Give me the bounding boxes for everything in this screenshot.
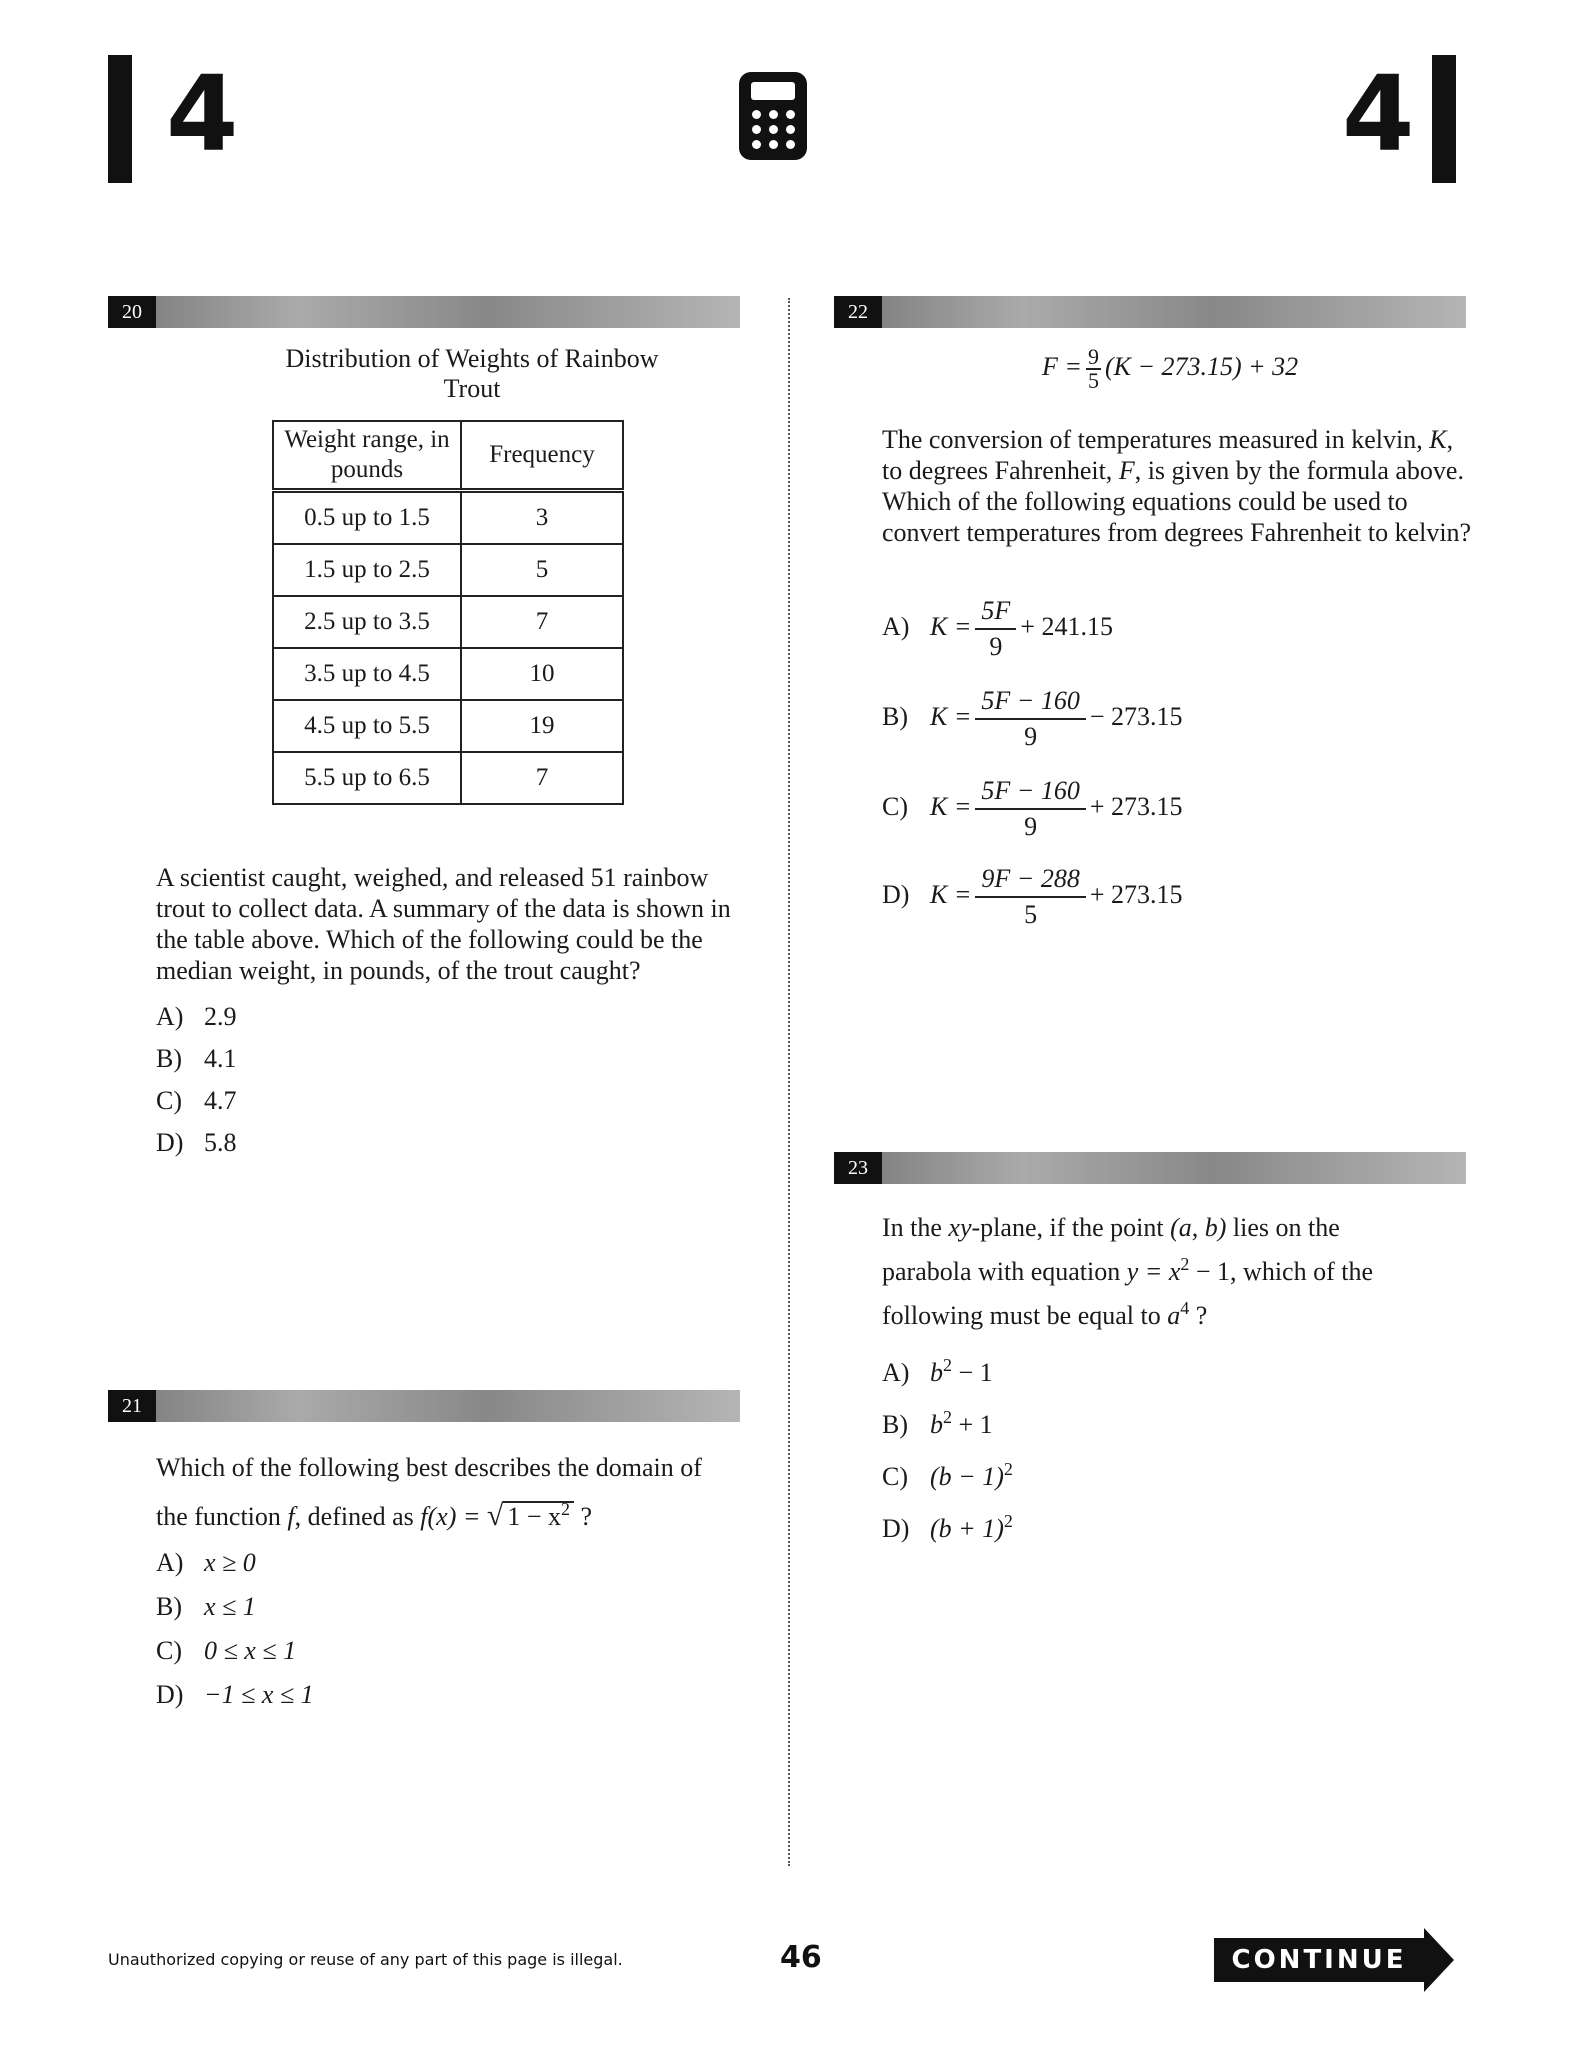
question-22-stem: The conversion of temperatures measured in kelvin, K, to degrees Fahrenheit, F, is given by the formula above. Which of the following equations could be used to convert temperatures from degrees Fahrenheit to kelvin?: [882, 425, 1472, 547]
table-cell: 2.5 up to 3.5: [273, 596, 461, 648]
question-23-header: [834, 1152, 1466, 1184]
question-number: 21: [108, 1390, 156, 1422]
table-row: [273, 752, 623, 804]
choice-c[interactable]: C) 0 ≤ x ≤ 1: [156, 1636, 297, 1665]
question-20-stem: A scientist caught, weighed, and released 51 rainbow trout to collect data. A summary of the data is shown in the table above. Which of the following could be the median weight, in pounds, of the trout caught?: [156, 863, 731, 985]
choice-b[interactable]: B) $b^2 + 1$: [882, 1407, 993, 1439]
choice-a[interactable]: A) 2.9: [156, 1002, 237, 1031]
table-cell: 7: [461, 596, 623, 648]
choice-d[interactable]: D) 5.8: [156, 1128, 237, 1157]
choice-d[interactable]: D) $(b + 1)^2$: [882, 1511, 1013, 1543]
table-title: Distribution of Weights of Rainbow Trout: [285, 344, 659, 403]
column-header: Frequency: [461, 421, 623, 491]
choice-c[interactable]: C) K = $\frac{5F - 160}{9}$ + 273.15: [882, 776, 1183, 841]
question-23-stem-line3: following must be equal to $a^4$ ?: [882, 1298, 1208, 1330]
question-number: 20: [108, 296, 156, 328]
table-cell: 1.5 up to 2.5: [273, 544, 461, 596]
formula: F = $\frac{9}{5}$ (K − 273.15) + 32: [1042, 344, 1299, 393]
choice-b[interactable]: B) x ≤ 1: [156, 1592, 256, 1621]
question-21-stem-line1: Which of the following best describes the domain of: [156, 1453, 702, 1482]
choice-b[interactable]: B) 4.1: [156, 1044, 237, 1073]
choice-d[interactable]: D) −1 ≤ x ≤ 1: [156, 1680, 314, 1709]
section-number-right: 4: [1342, 53, 1415, 175]
section-bar-left: [108, 55, 132, 183]
table-row: [273, 648, 623, 700]
table-cell: 5: [461, 544, 623, 596]
question-23-stem-line2: parabola with equation $y = x^2 - 1$, which of the: [882, 1254, 1374, 1286]
choice-a[interactable]: A) K = $\frac{5F}{9}$ + 241.15: [882, 596, 1113, 661]
calculator-icon: [739, 72, 807, 160]
table-cell: 5.5 up to 6.5: [273, 752, 461, 804]
question-number: 23: [834, 1152, 882, 1184]
column-header: Weight range, in pounds: [273, 421, 461, 491]
choice-b[interactable]: B) K = $\frac{5F - 160}{9}$ − 273.15: [882, 686, 1183, 751]
table-row: [273, 596, 623, 648]
table-row: [273, 700, 623, 752]
column-divider: [788, 298, 790, 1866]
question-21-header: [108, 1390, 740, 1422]
section-bar-right: [1432, 55, 1456, 183]
question-number: 22: [834, 296, 882, 328]
table-cell: 7: [461, 752, 623, 804]
copyright-notice: Unauthorized copying or reuse of any part of this page is illegal.: [108, 1950, 623, 1969]
choice-d[interactable]: D) K = $\frac{9F - 288}{5}$ + 273.15: [882, 864, 1183, 929]
table-row: [273, 544, 623, 596]
question-23-stem-line1: In the xy-plane, if the point (a, b) lies on the: [882, 1213, 1340, 1242]
table-cell: 3: [461, 491, 623, 545]
question-21-stem-line2: the function f, defined as f(x) = √ $1 - x^2$ ?: [156, 1499, 593, 1532]
continue-button[interactable]: CONTINUE: [1214, 1938, 1424, 1982]
table-cell: 19: [461, 700, 623, 752]
table-cell: 10: [461, 648, 623, 700]
table-cell: 0.5 up to 1.5: [273, 491, 461, 545]
question-20-header: [108, 296, 740, 328]
choice-a[interactable]: A) x ≥ 0: [156, 1548, 256, 1577]
choice-a[interactable]: A) $b^2 - 1$: [882, 1355, 993, 1387]
question-22-header: [834, 296, 1466, 328]
table-header-row: [273, 421, 623, 491]
table-cell: 3.5 up to 4.5: [273, 648, 461, 700]
page-number: 46: [780, 1940, 822, 1975]
arrow-right-icon: [1424, 1928, 1454, 1992]
choice-c[interactable]: C) $(b - 1)^2$: [882, 1459, 1013, 1491]
table-row: [273, 491, 623, 545]
table-cell: 4.5 up to 5.5: [273, 700, 461, 752]
section-number-left: 4: [166, 53, 239, 175]
choice-c[interactable]: C) 4.7: [156, 1086, 237, 1115]
weights-table: [272, 420, 624, 805]
